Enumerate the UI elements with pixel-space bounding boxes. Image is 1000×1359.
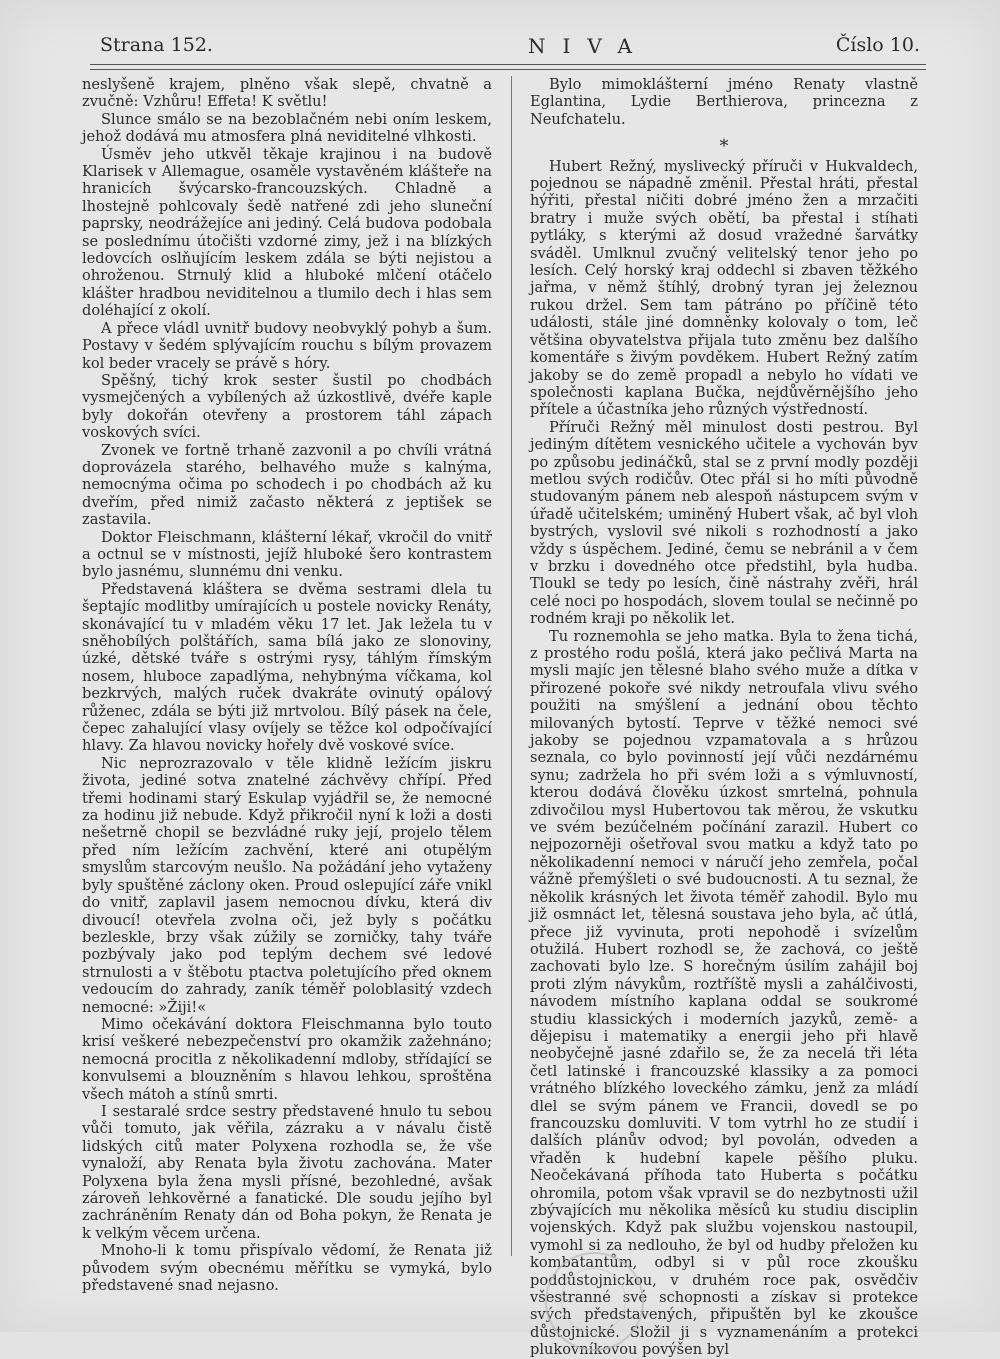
section-separator: * [719, 136, 729, 158]
left-column [82, 76, 492, 1294]
right-column [530, 76, 918, 1359]
journal-title: NIVA [528, 34, 649, 58]
paragraph: Tu roznemohla se jeho matka. Byla to žena tichá, z prostého rodu pošlá, která jako pečlivá Marta na mysli majíc jen tělesné blaho svého muže a dítka v přirozené pokoře své nikdy netroufala vlivu svého použiti na smýšlení a jednání obou těchto milovaných bytostí. Teprve v těžké nemoci své jakoby se pojednou vzpamatovala a s hrůzou seznala, co bylo povinností její vůči nezdárnému synu; zadržela ho při svém loži a s výmluvností, kterou dodává člověku úzkost smrtelná, pohnula zdivočilou mysl Hubertovou tak měrou, že vskutku ve svém bezúčelném počínání zarazil. Hubert co nejpozorněji ošetřoval svou matku a když tato po několikadenní nemoci v náručí jeho zemřela, počal vážně přemýšleti o své budoucnosti. A tu seznal, že několik krásných let života téměř zahodil. Bylo mu již osmnáct let, tělesná soustava jeho byla, ač útlá, přece již vyvinuta, proti nepohodě i svízelům otužilá. Hubert rozhodl se, že zachová, co ještě zachovati bylo lze. S horečným úsilím zahájil boj proti zlým návykům, roztříště mysli a zahálčivosti, návodem místního kaplana oddal se soukromé studiu klassických i moderních jazyků, země- a dějepisu i matematiky a energii jeho při hlavě neobyčejně jasné zdařilo se, že za necelá tři léta četl latinské i francouzské klassiky a za pomoci vrátného blízkého loveckého zámku, jenž za mládí dlel se svým pánem ve Francii, dovedl se po francouzsku domluviti. V tom vytrhl ho ze studií i dalších plánův odvod; byl povolán, odveden a vřaděn k hudební kapele pěšího pluku. Neočekávaná příhoda tato Huberta s počátku ohromila, potom však vpravil se do nezbytnosti užil zbývajících mu několika měsíců ku studiu disciplin vojenských. Když pak službu vojenskou nastoupil, vymohl si za nedlouho, že byl od hudby přeložen ku kombatantům, odbyl si v půl roce zkoušku poddůstojnickou, v druhém roce pak, osvědčiv všestranné své schopnosti a získav si protekce svých představených, připuštěn byl ke zkoušce důstojnické. Složil ji s vyznamenáním a protekci plukovníkovou povýšen byl [530, 627, 918, 1359]
column-divider [511, 76, 512, 1256]
paragraph: Hubert Režný, myslivecký příruči v Hukvaldech, pojednou se nápadně změnil. Přestal hráti, přestal hýřiti, přestal ničiti dobré jméno žen a mrzačiti bratry i muže svých obětí, ba přestal i stíhati pytláky, s kterými až dosud vražedné šarvátky sváděl. Umlknul zvučný velitelský tenor jeho po lesích. Celý horský kraj oddechl si zbaven těžkého jařma, v němž štíhlý, drobný tyran jej železnou rukou držel. Sem tam pátráno po příčině této události, stále jiné domněnky kolovaly o tom, leč většina obyvatelstva přijala tuto změnu bez dalšího komentáře s živým povděkem. Hubert Režný zatím jakoby se do země propadl a nebylo ho vídati ve společnosti kaplana Bučka, nejdůvěrnějšího jeho přítele a účastníka jeho různých výstředností. [530, 157, 918, 419]
paragraph: Slunce smálo se na bezoblačném nebi oním leskem, jehož dodává mu atmosfera plná neviditelné vlhkosti. [82, 110, 492, 146]
paragraph: Úsměv jeho utkvěl těkaje krajinou i na budově Klarisek v Allemague, osaměle vystavěném klášteře na hranicích švýcarsko-francouzských. Chladně a lhostejně pohlcovaly šedě natřené zdi jeho sluneční paprsky, neodrážejíce ani jediný. Celá budova podobala se poslednímu útočišti vzdorné zimy, jež i na blízkých ledovcích oslňujícím leskem zdála se býti nejistou a ohroženou. Strnulý klid a hluboké mlčení otáčelo klášter hradbou neviditelnou a tlumilo dech i hlas sem doléhající z okolí. [82, 145, 492, 320]
paragraph: Mimo očekávání doktora Fleischmanna bylo touto krisí veškeré nebezpečenství pro okamžik zažehnáno; nemocná procitla z několikadenní mdloby, střídající se konvulsemi a blouzněním s hlavou lehkou, sproštěna všech mátoh a stínů smrti. [82, 1015, 492, 1103]
paragraph: Spěšný, tichý krok sester šustil po chodbách vysmejčených a vybílených až úzkostlivě, dvéře kaple byly dokořán otevřeny a prostorem táhl zápach voskových svíci. [82, 371, 492, 442]
paragraph: Příruči Režný měl minulost dosti pestrou. Byl jediným dítětem vesnického učitele a vychován byv po způsobu jedináčků, stal se z první modly později metlou svých rodičův. Otec přál si ho míti původně studovaným pánem neb alespoň nástupcem svým v úřadě učitelském; uminěný Hubert však, ač byl vloh bystrých, vyslovil své nikoli s rozhodností a jako vždy s úspěchem. Jediné, čemu se nebránil a v čem v brzku i dovedného otce předstihl, byla hudba. Tloukl se tedy po lesích, čině nástrahy zvěři, hrál celé noci po hospodách, slovem toulal se nečinně po rodném kraji po několik let. [530, 418, 918, 628]
paragraph: neslyšeně krajem, plněno však slepě, chvatně a zvučně: Vzhůru! Effeta! K světlu! [82, 76, 492, 111]
page-number: Strana 152. [100, 34, 213, 56]
page-header [88, 34, 920, 64]
paragraph: Zvonek ve fortně trhaně zazvonil a po chvíli vrátná doprovázela starého, belhavého muže s kalnýma, nemocnýma očima po schodech i po chodbách až ku dveřím, před nimiž začasto některá z jeptišek se zastavila. [82, 441, 492, 529]
paragraph: Nic neprozrazovalo v těle klidně ležícím jiskru života, jediné sotva znatelné záchvěvy chřípí. Před třemi hodinami starý Eskulap vyjádřil se, že nemocné za hodinu již nebude. Když přikročil nyní k loži a dosti nešetrně chopil se bezvládné ruky její, projelo tělem před ním ležícím zachvění, které ani otupělým smyslům starcovým neušlo. Na požádání jeho vytaženy byly spuštěné záclony oken. Proud oslepující záře vnikl do vnitř, zaplavil jasem nemocnou dívku, která div divoucí! otevřela zvolna oči, jež byly s počátku bezleskle, brzy však zúžily se zorničky, tahy tváře pozbývaly jako pod teplým dechem své ledové strnulosti a v štěbotu ptactva poletujícího před oknem vedoucím do zahrady, zaník téměř poloblasitý vzdech nemocné: »Žiji!« [82, 754, 492, 1016]
paragraph: I sestaralé srdce sestry představené hnulo tu sebou vůči tomuto, jak věřila, zázraku a v návalu čistě lidských citů mater Polyxena rozhodla se, že vše vynaloží, aby Renata byla životu zachována. Mater Polyxena byla žena mysli přísné, bezohledné, avšak zároveň lehkověrné a fanatické. Dle soudu jejího byl zachráněním Renaty dán od Boha pokyn, že Renata je k velkým věcem určena. [82, 1102, 492, 1242]
paragraph: A přece vládl uvnitř budovy neobvyklý pohyb a šum. Postavy v šedém splývajícím rouchu s bílým provazem kol beder vracely se právě s hóry. [82, 319, 492, 372]
paragraph: Doktor Fleischmann, klášterní lékař, vkročil do vnitř a octnul se v místnosti, jejíž hluboké šero kontrastem bylo jasnému, slunnému dni venku. [82, 528, 492, 581]
header-rule [90, 64, 926, 70]
issue-number: Číslo 10. [835, 34, 920, 56]
library-stamp [545, 1252, 644, 1351]
paragraph: Představená kláštera se dvěma sestrami dlela tu šeptajíc modlitby umírajících u postele novicky Renáty, skonávající tu v mladém věku 17 let. Jak ležela tu v sněhobílých polštářích, sama bílá jako ze slonoviny, úzké, dětské tváře s ostrými rysy, táhlým římským nosem, hluboce zapadlýma, nehybnýma víčkama, kol bezkrvých, malých ruček dvakráte ovinutý opálový růženec, zdála se býti již mrtvolou. Bílý pásek na čele, čepec zahalující vlasy ovíjely se těžce kol odpočívající hlavy. Za hlavou novicky hořely dvě voskové svíce. [82, 580, 492, 755]
paragraph: Bylo mimoklášterní jméno Renaty vlastně Eglantina, Lydie Berthierova, princezna z Neufchatelu. [530, 76, 918, 128]
paragraph: Mnoho-li k tomu přispívalo vědomí, že Renata již původem svým obecnému měřítku se vymyká, bylo představené snad nejasno. [82, 1242, 492, 1295]
